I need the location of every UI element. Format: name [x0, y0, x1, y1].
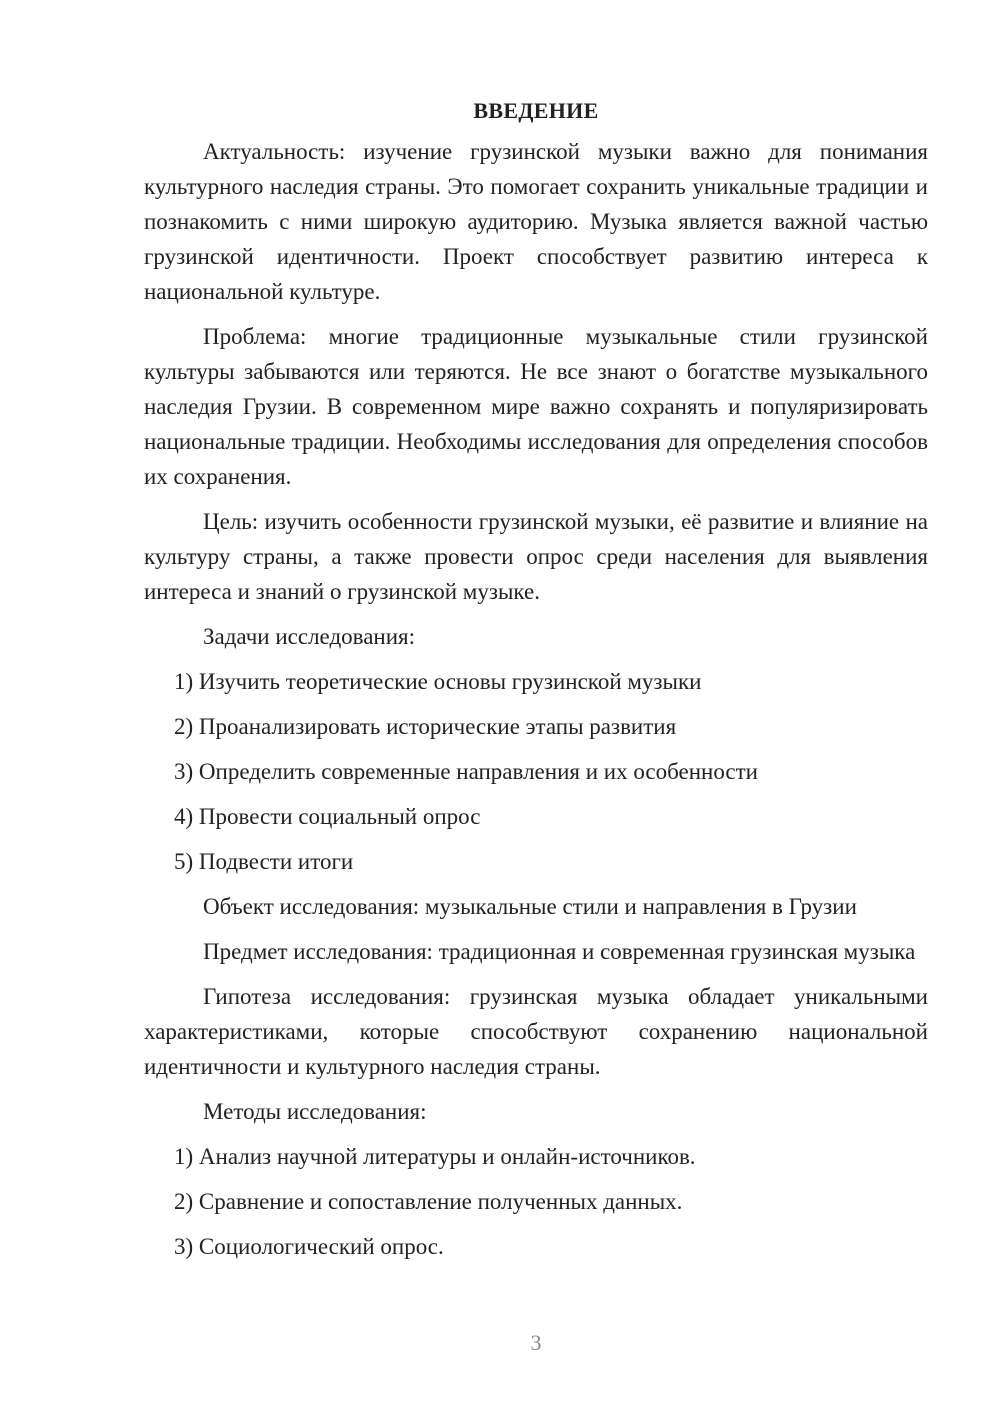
subject-paragraph: Предмет исследования: традиционная и современная грузинская музыка: [203, 939, 916, 964]
methods-list: [144, 1139, 928, 1264]
page-number: 3: [530, 1330, 542, 1355]
section-title: ВВЕДЕНИЕ: [473, 98, 599, 123]
tasks-heading: Задачи исследования:: [203, 624, 416, 649]
list-item: 2) Сравнение и сопоставление полученных данных.: [174, 1189, 683, 1214]
list-item: 3) Определить современные направления и их особенности: [174, 759, 758, 784]
methods-heading: Методы исследования:: [203, 1099, 427, 1124]
hypothesis-paragraph: Гипотеза исследования: грузинская музыка обладает уникальными характеристиками, которые способствуют сохранению национальной идентичности и культурного наследия страны.: [144, 984, 928, 1079]
tasks-list: [144, 664, 928, 879]
list-item: 4) Провести социальный опрос: [174, 804, 481, 829]
problem-paragraph: Проблема: многие традиционные музыкальные стили грузинской культуры забываются или теряются. Не все знают о богатстве музыкального наследия Грузии. В современном мире важно сохранять и популяризировать национальные традиции. Необходимы исследования для определения способов их сохранения.: [144, 324, 928, 489]
object-paragraph: Объект исследования: музыкальные стили и направления в Грузии: [203, 894, 857, 919]
list-item: 5) Подвести итоги: [174, 849, 354, 874]
goal-paragraph: Цель: изучить особенности грузинской музыки, её развитие и влияние на культуру страны, а также провести опрос среди населения для выявления интереса и знаний о грузинской музыке.: [144, 509, 928, 604]
list-item: 2) Проанализировать исторические этапы развития: [174, 714, 677, 739]
list-item: 3) Социологический опрос.: [174, 1234, 444, 1259]
document-page: [144, 96, 928, 1274]
relevance-paragraph: Актуальность: изучение грузинской музыки важно для понимания культурного наследия страны. Это помогает сохранить уникальные традиции и познакомить с ними широкую аудиторию. Музыка является важной частью грузинской идентичности. Проект способствует развитию интереса к национальной культуре.: [144, 139, 928, 304]
list-item: 1) Анализ научной литературы и онлайн-источников.: [174, 1144, 696, 1169]
list-item: 1) Изучить теоретические основы грузинской музыки: [174, 669, 702, 694]
